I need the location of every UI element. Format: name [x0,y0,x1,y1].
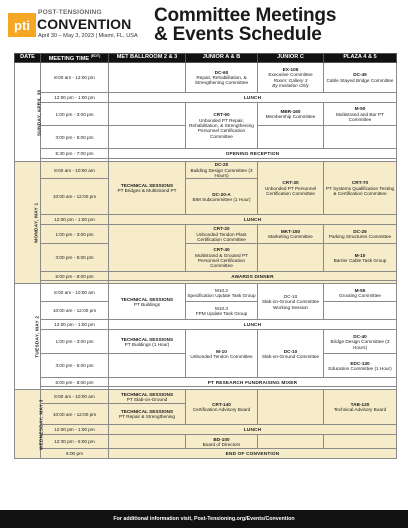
logo-line1: POST-TENSIONING [38,9,102,16]
lunch-wednesday: LUNCH [109,425,397,435]
header-junior-c: JUNIOR C [258,54,324,63]
day-tuesday: TUESDAY, MAY 2 [15,284,41,390]
time-slot: 3:00 pm - 5:00 pm [41,244,109,272]
meeting-mkt150: MKT-150 Marketing Committee [258,225,324,244]
table-row [15,330,397,354]
time-slot: 12:00 pm - 1:00 pm [41,320,109,330]
meeting-tab120: TAB-120 Technical Advisory Board [324,390,397,425]
header-time: MEETING TIME $^{(EDT)}$ [41,54,109,63]
time-slot: 6:00 pm - 8:00 pm [41,378,109,387]
page-header [0,0,408,50]
meeting-mbr160: MBR-160 Membership Committee [258,103,324,126]
technical-sessions-slab: TECHNICAL SESSIONS PT Slab-on-Ground [109,390,186,404]
meeting-crt20: CRT-20 Unbonded Tendon Plant Certification Committee [186,225,258,244]
logo-line2: CONVENTION [37,16,132,32]
header-plaza: PLAZA 4 & 5 [324,54,397,63]
logo-line3: April 30 – May 3, 2023 | Miami, FL, USA [38,33,138,39]
schedule-table [14,53,397,459]
meeting-crt40: CRT-40 Multistrand & Grouted PT Personnel Certification Committee [186,244,258,272]
header-junior-ab: JUNIOR A & B [186,54,258,63]
table-row [15,93,397,103]
table-row [15,244,397,272]
table-row [15,272,397,281]
title-line2: & Events Schedule [154,24,322,45]
pti-logo-icon [8,13,36,37]
logo-mark-text: pti [14,18,30,33]
header-row [15,54,397,63]
meeting-m10-3: M10.3 FPM Update Task Group [186,302,258,320]
time-slot: 8:00 am - 10:00 am [41,284,109,302]
technical-sessions-monday: TECHNICAL SESSIONS PT Bridges & Multistrand PT [109,162,186,215]
title-line1: Committee Meetings [154,5,337,26]
meeting-m50: M-50 Multistrand and Bar PT Committee [324,103,397,126]
table-row [15,225,397,244]
meeting-bd100: BD-100 Board of Directors [186,435,258,449]
meeting-dc25: DC-25 Parking Structures Committee [324,225,397,244]
opening-reception: OPENING RECEPTION [109,149,397,159]
meeting-dc60: DC-60 Repair, Rehabilitation, & Strengthening Committee [186,63,258,93]
time-slot: 12:00 pm - 1:00 pm [41,425,109,435]
table-row [15,378,397,387]
table-row [15,149,397,159]
footer-note: For additional information visit, Post-Tensioning.org/Events/Convention [0,510,408,528]
time-slot: 1:00 pm - 3:00 pm [41,103,109,126]
table-row [15,449,397,459]
header-date: DATE [15,54,41,63]
day-monday: MONDAY, MAY 1 [15,162,41,284]
time-slot: 8:00 am - 10:00 am [41,390,109,404]
time-slot: 8:00 am - 10:00 am [41,162,109,179]
table-row [15,284,397,302]
meeting-m55: M-55 Grouting Committee [324,284,397,302]
end-of-convention: END OF CONVENTION [109,449,397,459]
technical-sessions-tuesday: TECHNICAL SESSIONS PT Buildings [109,284,186,320]
time-slot: 5:30 pm - 7:00 pm [41,149,109,159]
meeting-m10-2: M10.2 Specification Update Task Group [186,284,258,302]
day-wednesday: WEDNESDAY, MAY 3 [15,390,41,459]
meeting-crt140: CRT-140 Certification Advisory Board [186,390,258,425]
time-slot: 3:00 pm - 5:00 pm [41,354,109,378]
meeting-m10-unbonded: M-10 Unbonded Tendon Committee [186,330,258,378]
meeting-dc40: DC-40 Bridge Design Committee (3 Hours) [324,330,397,354]
meeting-dc10-working: DC-10 Slab-on-Ground Committee Working Session [258,284,324,320]
technical-sessions-repair: TECHNICAL SESSIONS PT Repair & Strengthening [109,404,186,425]
time-slot: 1:00 pm - 3:00 pm [41,330,109,354]
time-slot: 12:00 pm - 1:00 pm [41,93,109,103]
table-row [15,320,397,330]
meeting-crt60: CRT-60 Unbonded PT Repair, Rehabilitation, & Strengthening Personnel Certification Committee [186,103,258,149]
meeting-edc130: EDC-130 Education Committee (1 Hour) [324,354,397,378]
time-slot: 10:00 am - 12:00 pm [41,179,109,215]
meeting-ex105: EX-105 Executive Committee Room: Gallery 3 By Invitation Only [258,63,324,93]
header-met-ballroom: MET BALLROOM 2 & 3 [109,54,186,63]
lunch-sunday: LUNCH [109,93,397,103]
table-row [15,63,397,93]
research-mixer: PT RESEARCH FUNDRAISING MIXER [109,378,397,387]
lunch-monday: LUNCH [109,215,397,225]
time-slot: 12:30 pm - 6:00 pm [41,435,109,449]
time-slot: 10:00 am - 12:00 pm [41,404,109,425]
table-row [15,302,397,320]
time-slot: 6:00 pm - 8:00 pm [41,272,109,281]
day-sunday: SUNDAY, APRIL 30 [15,63,41,162]
time-slot: 8:00 am - 12:00 pm [41,63,109,93]
technical-sessions-tuesday-pm: TECHNICAL SESSIONS PT Buildings (1 Hour) [109,330,186,354]
time-slot: 3:00 pm - 5:00 pm [41,126,109,149]
meeting-dc20a: DC-20-A BIM Subcommittee (1 Hour) [186,179,258,215]
table-row [15,162,397,179]
meeting-dc20: DC-20 Building Design Committee (3 Hours) [186,162,258,179]
meeting-dc10: DC-10 Slab-on-Ground Committee [258,330,324,378]
table-row [15,103,397,126]
table-row [15,435,397,449]
table-row [15,425,397,435]
time-slot: 6:00 pm [41,449,109,459]
awards-dinner: AWARDS DINNER [109,272,397,281]
lunch-tuesday: LUNCH [109,320,397,330]
meeting-dc45: DC-45 Cable Stayed Bridge Committee [324,63,397,93]
meeting-crt70: CRT-70 PT Systems Qualification Testing & Certification Committee [324,162,397,215]
time-slot: 12:00 pm - 1:00 pm [41,215,109,225]
meeting-crt30: CRT-30 Unbonded PT Personnel Certification Committee [258,162,324,215]
table-row [15,215,397,225]
time-slot: 10:00 am - 12:00 pm [41,302,109,320]
time-slot: 1:00 pm - 3:00 pm [41,225,109,244]
table-row [15,390,397,404]
meeting-m10-barrier: M-10 Barrier Cable Task Group [324,244,397,272]
page-title [154,6,336,44]
